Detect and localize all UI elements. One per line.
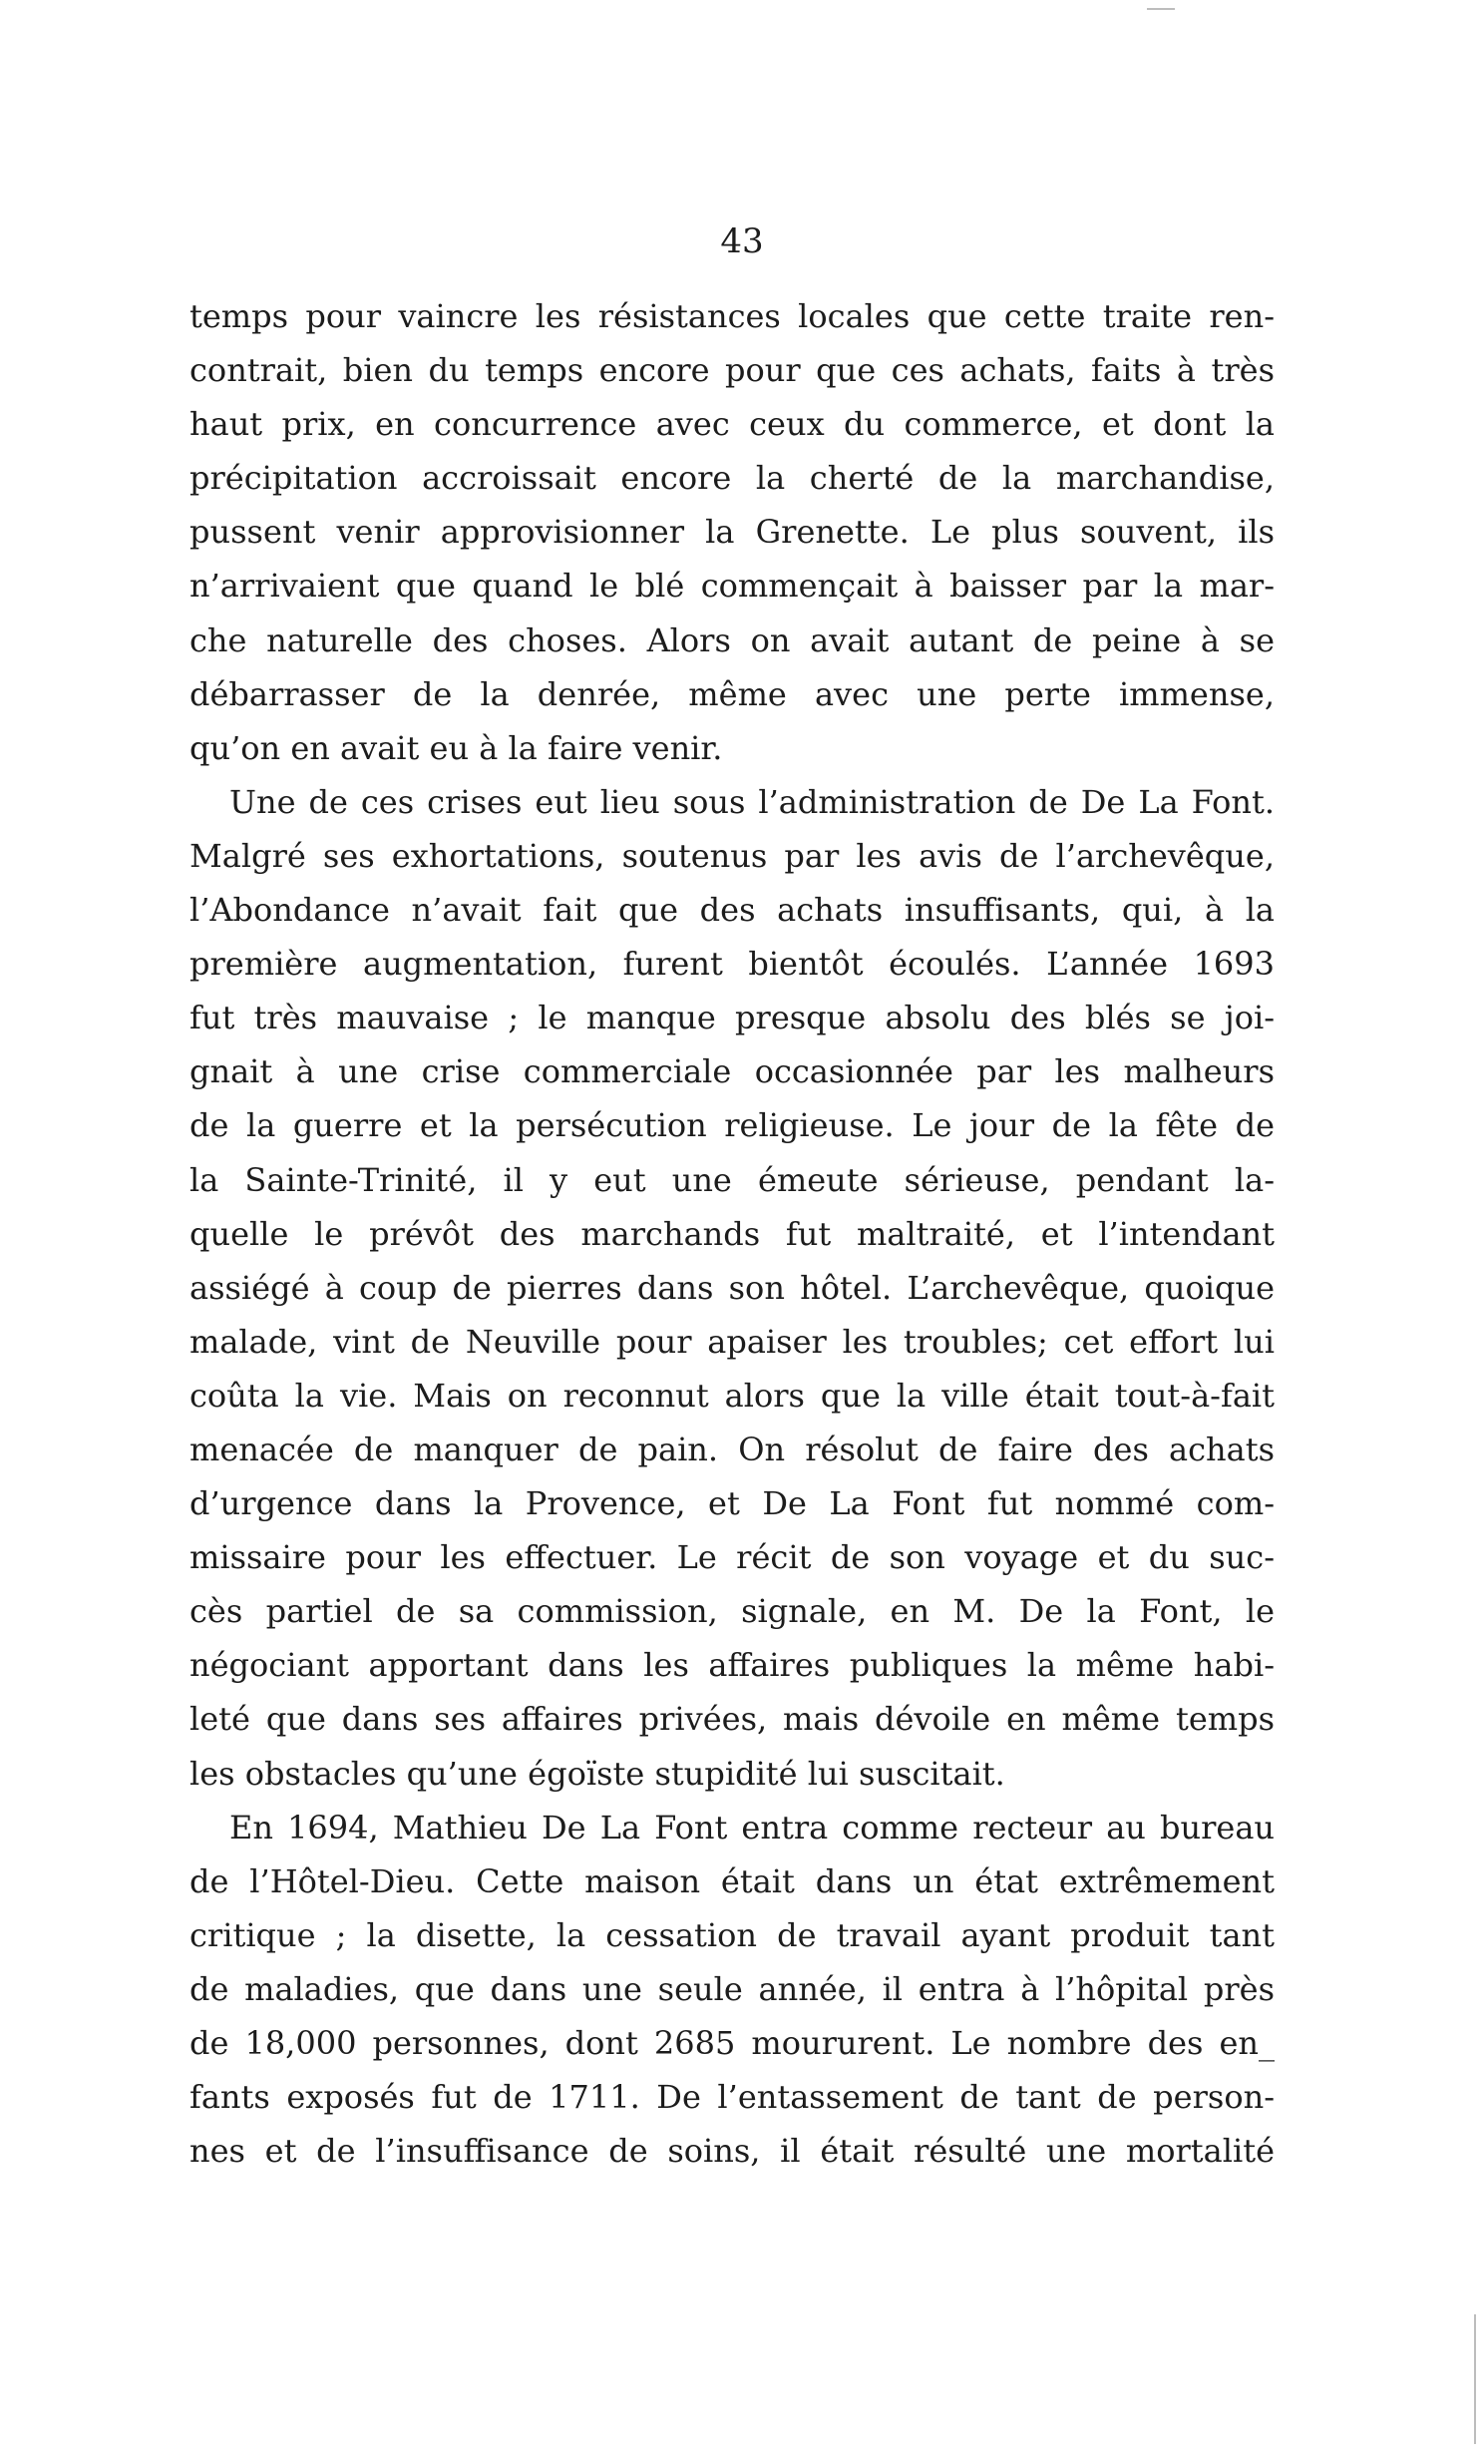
text-line: coûta la vie. Mais on reconnut alors que la ville était tout-à-fait [189, 1376, 1275, 1415]
text-line: qu’on en avait eu à la faire venir. [189, 728, 723, 767]
text-line: cès partiel de sa commission, signale, en M. De la Font, le [189, 1592, 1275, 1631]
text-line: critique ; la disette, la cessation de travail ayant produit tant [189, 1915, 1275, 1954]
text-line: d’urgence dans la Provence, et De La Font fut nommé com- [189, 1484, 1275, 1523]
text-line: fants exposés fut de 1711. De l’entassement de tant de person- [189, 2078, 1275, 2117]
text-line: En 1694, Mathieu De La Font entra comme recteur au bureau [229, 1808, 1275, 1847]
text-line: assiégé à coup de pierres dans son hôtel. L’archevêque, quoique [189, 1268, 1275, 1307]
text-line: négociant apportant dans les affaires publiques la même habi- [189, 1646, 1275, 1685]
text-line: n’arrivaient que quand le blé commençait à baisser par la mar- [189, 567, 1275, 606]
text-line: Malgré ses exhortations, soutenus par les avis de l’archevêque, [189, 836, 1275, 875]
text-line: nes et de l’insuffisance de soins, il était résulté une mortalité [189, 2132, 1275, 2171]
text-line: gnait à une crise commerciale occasionnée par les malheurs [189, 1052, 1275, 1091]
text-line: pussent venir approvisionner la Grenette. Le plus souvent, ils [189, 513, 1275, 552]
text-line: fut très mauvaise ; le manque presque absolu des blés se joi- [189, 999, 1275, 1037]
text-line: les obstacles qu’une égoïste stupidité lui suscitait. [189, 1754, 1005, 1793]
page-number: 43 [720, 221, 764, 261]
text-line: première augmentation, furent bientôt écoulés. L’année 1693 [189, 945, 1275, 984]
text-line: de 18,000 personnes, dont 2685 moururent. Le nombre des en_ [189, 2024, 1275, 2062]
text-line: la Sainte-Trinité, il y eut une émeute sérieuse, pendant la- [189, 1160, 1275, 1199]
text-line: che naturelle des choses. Alors on avait autant de peine à se [189, 620, 1275, 659]
text-line: quelle le prévôt des marchands fut maltraité, et l’intendant [189, 1214, 1275, 1253]
body-text [189, 289, 1275, 2178]
text-line: précipitation accroissait encore la cherté de la marchandise, [189, 459, 1275, 498]
margin-mark [1474, 2314, 1476, 2444]
text-line: malade, vint de Neuville pour apaiser les troubles; cet effort lui [189, 1322, 1275, 1361]
text-line: missaire pour les effectuer. Le récit de son voyage et du suc- [189, 1538, 1275, 1577]
text-line: contrait, bien du temps encore pour que ces achats, faits à très [189, 351, 1275, 390]
text-line: l’Abondance n’avait fait que des achats insuffisants, qui, à la [189, 891, 1275, 930]
text-line: de maladies, que dans une seule année, il entra à l’hôpital près [189, 1969, 1275, 2008]
text-line: menacée de manquer de pain. On résolut de faire des achats [189, 1430, 1275, 1468]
margin-mark [1147, 8, 1175, 10]
text-line: de l’Hôtel-Dieu. Cette maison était dans un état extrêmement [189, 1861, 1275, 1900]
text-line: débarrasser de la denrée, même avec une perte immense, [189, 674, 1275, 713]
text-line: haut prix, en concurrence avec ceux du commerce, et dont la [189, 405, 1275, 444]
text-line: Une de ces crises eut lieu sous l’administration de De La Font. [229, 782, 1275, 821]
text-line: de la guerre et la persécution religieuse. Le jour de la fête de [189, 1106, 1275, 1145]
text-line: leté que dans ses affaires privées, mais dévoile en même temps [189, 1700, 1275, 1739]
text-line: temps pour vaincre les résistances locales que cette traite ren- [189, 297, 1275, 335]
